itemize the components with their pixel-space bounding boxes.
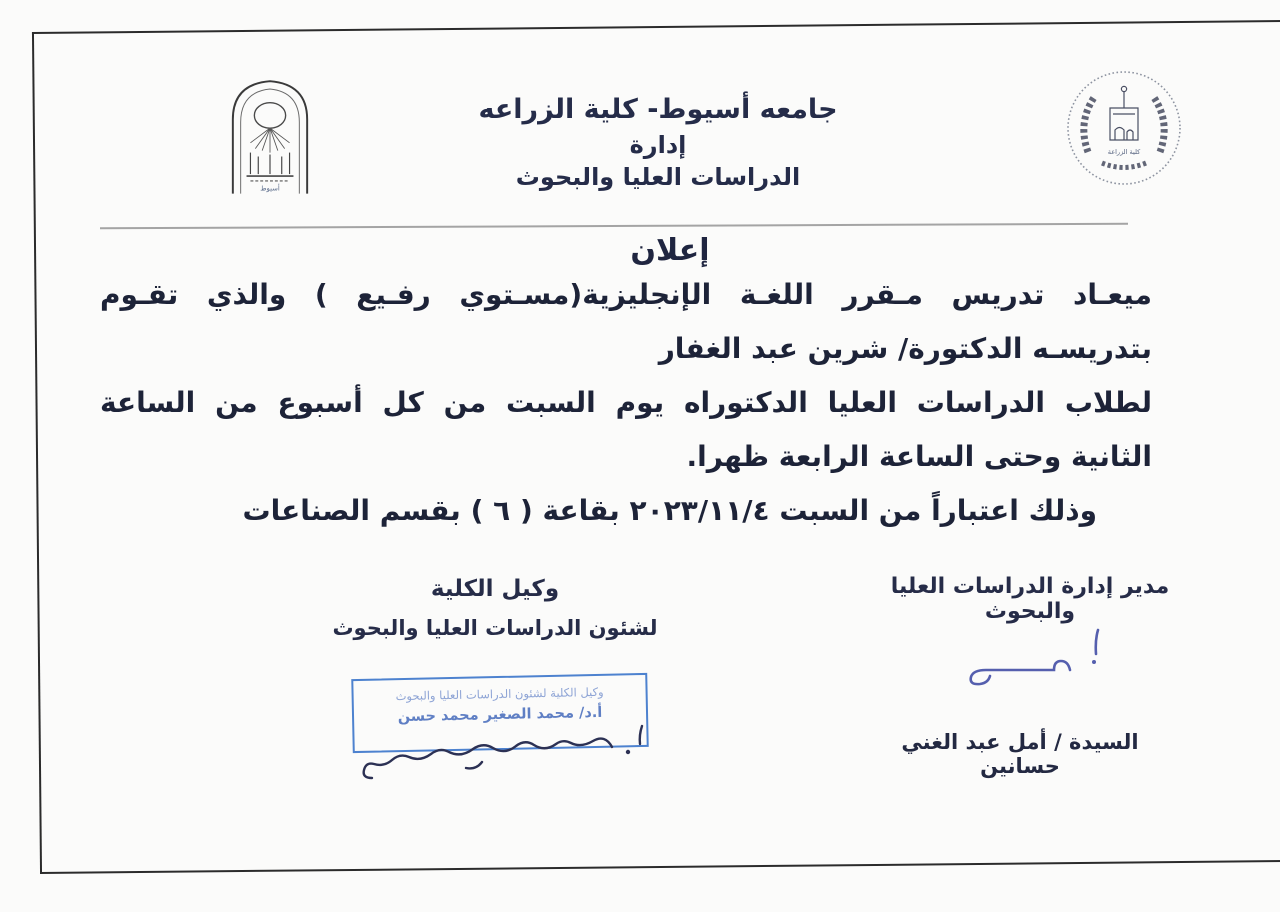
vice-dean-subtitle: لشئون الدراسات العليا والبحوث	[332, 616, 658, 640]
header-administration: إدارة	[629, 131, 687, 159]
stamp-name-line: أ.د/ محمد الصغير محمد حسن	[397, 704, 603, 726]
header-divider-line	[100, 223, 1128, 229]
announcement-body	[100, 268, 1152, 538]
header-university-faculty: جامعه أسيوط- كلية الزراعه	[478, 94, 838, 125]
seal-caption: كلية الزراعة	[1107, 148, 1141, 156]
header-graduate-studies: الدراسات العليا والبحوث	[515, 163, 801, 191]
body-line-4: الثانية وحتى الساعة الرابعة ظهرا.	[686, 440, 1152, 473]
director-name: السيدة / أمل عبد الغني حسانين	[901, 730, 1139, 778]
body-line-5: وذلك اعتباراً من السبت ٢٠٢٣/١١/٤ بقاعة ( ٦ ) بقسم الصناعات	[242, 494, 1097, 527]
stamp-title-line: وكيل الكلية لشئون الدراسات العليا والبحوث	[395, 684, 604, 704]
body-line-3: لطلاب الدراسات العليا الدكتوراه يوم السبت من كل أسبوع من الساعة	[100, 386, 1152, 419]
director-handwritten-signature	[938, 618, 1128, 710]
vice-dean-handwritten-signature	[312, 700, 660, 790]
body-line-2: بتدريسـه الدكتورة/ شرين عبد الغفار	[658, 332, 1152, 365]
vice-dean-title: وكيل الكلية	[430, 576, 560, 602]
announcement-title: إعلان	[630, 233, 710, 268]
director-title: مدير إدارة الدراسات العليا والبحوث	[890, 574, 1170, 624]
faculty-seal-icon	[1064, 68, 1184, 192]
vice-dean-title-block	[330, 576, 660, 640]
assiut-arch-emblem-icon	[226, 72, 314, 200]
arch-emblem-caption: أسيوط	[260, 184, 280, 193]
header-org-block	[418, 94, 898, 191]
body-line-1: ميعـاد تدريس مـقرر اللغـة الإنجليزية(مسـتوي رفـيع ) والذي تقـوم	[100, 278, 1152, 311]
